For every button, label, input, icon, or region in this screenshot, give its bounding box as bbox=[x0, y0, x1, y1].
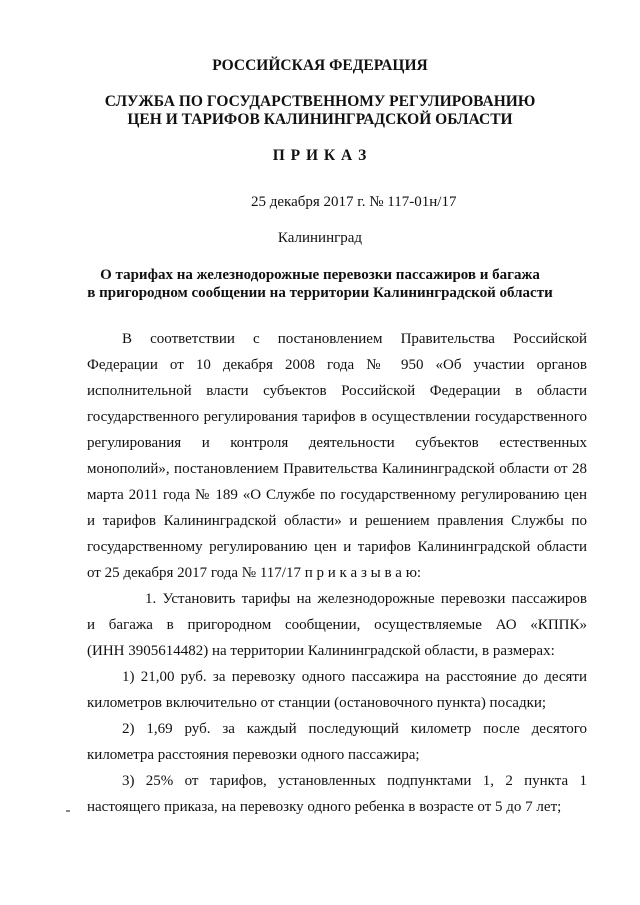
header-agency-line2: ЦЕН И ТАРИФОВ КАЛИНИНГРАДСКОЙ ОБЛАСТИ bbox=[127, 111, 513, 128]
body-line: 2) 1,69 руб. за каждый последующий километр после десятого bbox=[122, 721, 587, 737]
subject-line-1: О тарифах на железнодорожные перевозки пассажиров и багажа bbox=[100, 267, 540, 283]
subject-line-2: в пригородном сообщении на территории Калининградской области bbox=[87, 285, 553, 301]
body-line: от 25 декабря 2017 года № 117/17 п р и к а з ы в а ю: bbox=[87, 565, 422, 581]
body-line: Федерации от 10 декабря 2008 года № 950 «Об участии органов bbox=[87, 357, 587, 373]
header-agency-line1: СЛУЖБА ПО ГОСУДАРСТВЕННОМУ РЕГУЛИРОВАНИЮ bbox=[104, 93, 536, 110]
document-type: П Р И К А З bbox=[272, 147, 368, 164]
body-line: В соответствии с постановлением Правительства Российской bbox=[122, 331, 587, 347]
body-line: регулирования и контроля деятельности субъектов естественных bbox=[87, 435, 587, 451]
body-line: 1) 21,00 руб. за перевозку одного пассажира на расстояние до десяти bbox=[122, 669, 587, 685]
body-line: государственного регулирования тарифов в осуществлении государственного bbox=[87, 409, 587, 425]
scan-mark bbox=[66, 810, 70, 812]
body-line: 1. Установить тарифы на железнодорожные перевозки пассажиров bbox=[145, 591, 587, 607]
header-country: РОССИЙСКАЯ ФЕДЕРАЦИЯ bbox=[212, 57, 428, 74]
body-line: километра расстояния перевозки одного пассажира; bbox=[87, 747, 420, 763]
body-line: и тарифов Калининградской области» и решением правления Службы по bbox=[87, 513, 587, 529]
body-line: монополий», постановлением Правительства Калининградской области от 28 bbox=[87, 461, 587, 477]
body-line: настоящего приказа, на перевозку одного ребенка в возрасте от 5 до 7 лет; bbox=[87, 799, 562, 815]
body-line: марта 2011 года № 189 «О Службе по государственному регулированию цен bbox=[87, 487, 587, 503]
body-line: километров включительно от станции (остановочного пункта) посадки; bbox=[87, 695, 547, 711]
body-line: и багажа в пригородном сообщении, осуществляемые АО «КППК» bbox=[87, 617, 587, 633]
date-and-number: 25 декабря 2017 г. № 117-01н/17 bbox=[251, 194, 457, 210]
body-line: исполнительной власти субъектов Российской Федерации в области bbox=[87, 383, 587, 399]
body-line: 3) 25% от тарифов, установленных подпунктами 1, 2 пункта 1 bbox=[122, 773, 587, 789]
city: Калининград bbox=[277, 230, 363, 246]
body-line: (ИНН 3905614482) на территории Калининградской области, в размерах: bbox=[87, 643, 555, 659]
body-line: государственному регулированию цен и тарифов Калининградской области bbox=[87, 539, 587, 555]
